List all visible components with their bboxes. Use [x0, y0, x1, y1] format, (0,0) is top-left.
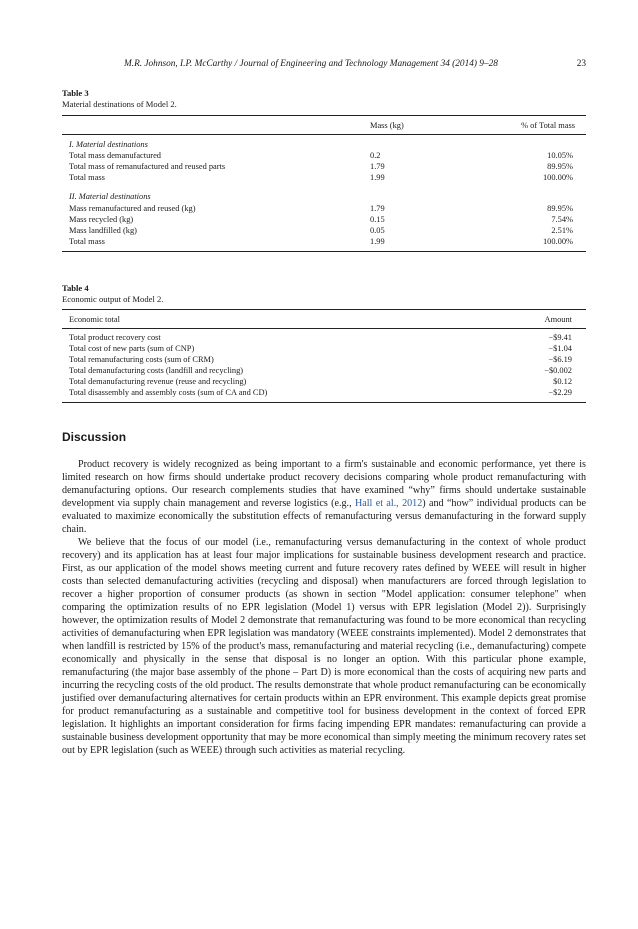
table3-caption	[62, 88, 177, 110]
table3-bottom-rule	[62, 251, 586, 252]
table4-label: Table 4	[62, 283, 89, 293]
table3-header-rule	[62, 134, 586, 135]
table4-top-rule	[62, 309, 586, 310]
table-row: Total product recovery cost −$9.41	[69, 333, 572, 342]
paragraph: We believe that the focus of our model (i.e., remanufacturing versus demanufacturing in the context of whole product recovery) and its application has at least four major implications for sustainable business development research and practice. First, as our application of the model shows meeting current and future recovery rates defined by WEEE will result in higher costs than selected demanufacturing activities (recycling and disposal) when manufacturers are forced through legislation to recover a higher proportion of consumer products (as shown in section "Model application: consumer telephone" when comparing the optimization results of no EPR legislation (Model 1) versus with EPR legislation (Model 2)). Surprisingly however, the optimization results of Model 2 demonstrate that remanufacturing was found to be more economical than recycling activities of demanufacturing when EPR legislation was mandatory (WEEE constraints implemented). Model 2 demonstrates that when landfill is restricted by 15% of the product's mass, remanufacturing and material recycling (i.e., demanufacturing) compete economically and physically in the sense that disposal is no longer an option. With this particular phone example, remanufacturing (the major base assembly of the phone – Part D) is more economical than the costs of acquiring new parts and incurring the recycling costs of the old product. The results demonstrate that whole product remanufacturing can be economically justified over demanufacturing alternatives for certain products within an EPR environment. This example depicts great promise for product remanufacturing as a sustainable and competitive tool for business development in the context of forced EPR legislation. It highlights an important consideration for firms facing impending EPR mandates: remanufacturing can provide a sustainable business development opportunity that may be more economical than simply meeting the minimum recovery rates set out by EPR legislation (such as WEEE) through such activities as material recycling.	[62, 537, 586, 756]
table-row: Total mass demanufactured 0.2 10.05%	[69, 151, 573, 160]
table4-col-amount: Amount	[544, 315, 572, 324]
table-row: Mass recycled (kg) 0.15 7.54%	[69, 215, 573, 224]
table3-label: Table 3	[62, 88, 89, 98]
paragraph: Product recovery is widely recognized as being important to a firm's sustainable and economic performance, yet there is limited research on how firms should undertake product recovery decisions comparing whole product remanufacturing with demanufacturing options. Our research complements studies that have examined “why” firms should undertake sustainable development via supply chain management and reverse logistics (e.g., Hall et al., 2012) and “how” individual products can be evaluated to maximize economically the substitution effects of remanufacturing versus demanufacturing in the forward supply chain.	[62, 459, 586, 535]
citation-link[interactable]: Hall et al., 2012	[354, 498, 423, 509]
section-heading-discussion: Discussion	[62, 430, 127, 444]
table3-title: Material destinations of Model 2.	[62, 99, 177, 109]
table3-section-2-title: II. Material destinations	[69, 192, 151, 201]
table-row: Total mass 1.99 100.00%	[69, 237, 573, 246]
table4-col-item: Economic total	[69, 315, 120, 324]
discussion-body	[62, 458, 586, 757]
table4-caption	[62, 283, 163, 305]
table-row: Mass landfilled (kg) 0.05 2.51%	[69, 226, 573, 235]
table3-col-mass: Mass (kg)	[370, 121, 404, 130]
table-row: Mass remanufactured and reused (kg) 1.79 89.95%	[69, 204, 573, 213]
table-row: Total demanufacturing costs (landfill and recycling) −$0.002	[69, 366, 572, 375]
table3-col-pct: % of Total mass	[521, 121, 575, 130]
running-header	[62, 59, 586, 73]
table3-section-1-title: I. Material destinations	[69, 140, 148, 149]
table-row: Total disassembly and assembly costs (sum of CA and CD) −$2.29	[69, 388, 572, 397]
running-title: M.R. Johnson, I.P. McCarthy / Journal of Engineering and Technology Management 34 (2014) 9–28	[124, 59, 498, 69]
table4-title: Economic output of Model 2.	[62, 294, 164, 304]
table4-bottom-rule	[62, 402, 586, 403]
table-row: Total cost of new parts (sum of CNP) −$1.04	[69, 344, 572, 353]
table-row: Total mass 1.99 100.00%	[69, 173, 573, 182]
table-row: Total demanufacturing revenue (reuse and recycling) $0.12	[69, 377, 572, 386]
table4-header-rule	[62, 328, 586, 329]
page-number: 23	[576, 59, 586, 69]
table3-top-rule	[62, 115, 586, 116]
table-row: Total remanufacturing costs (sum of CRM) −$6.19	[69, 355, 572, 364]
table-row: Total mass of remanufactured and reused parts 1.79 89.95%	[69, 162, 573, 171]
